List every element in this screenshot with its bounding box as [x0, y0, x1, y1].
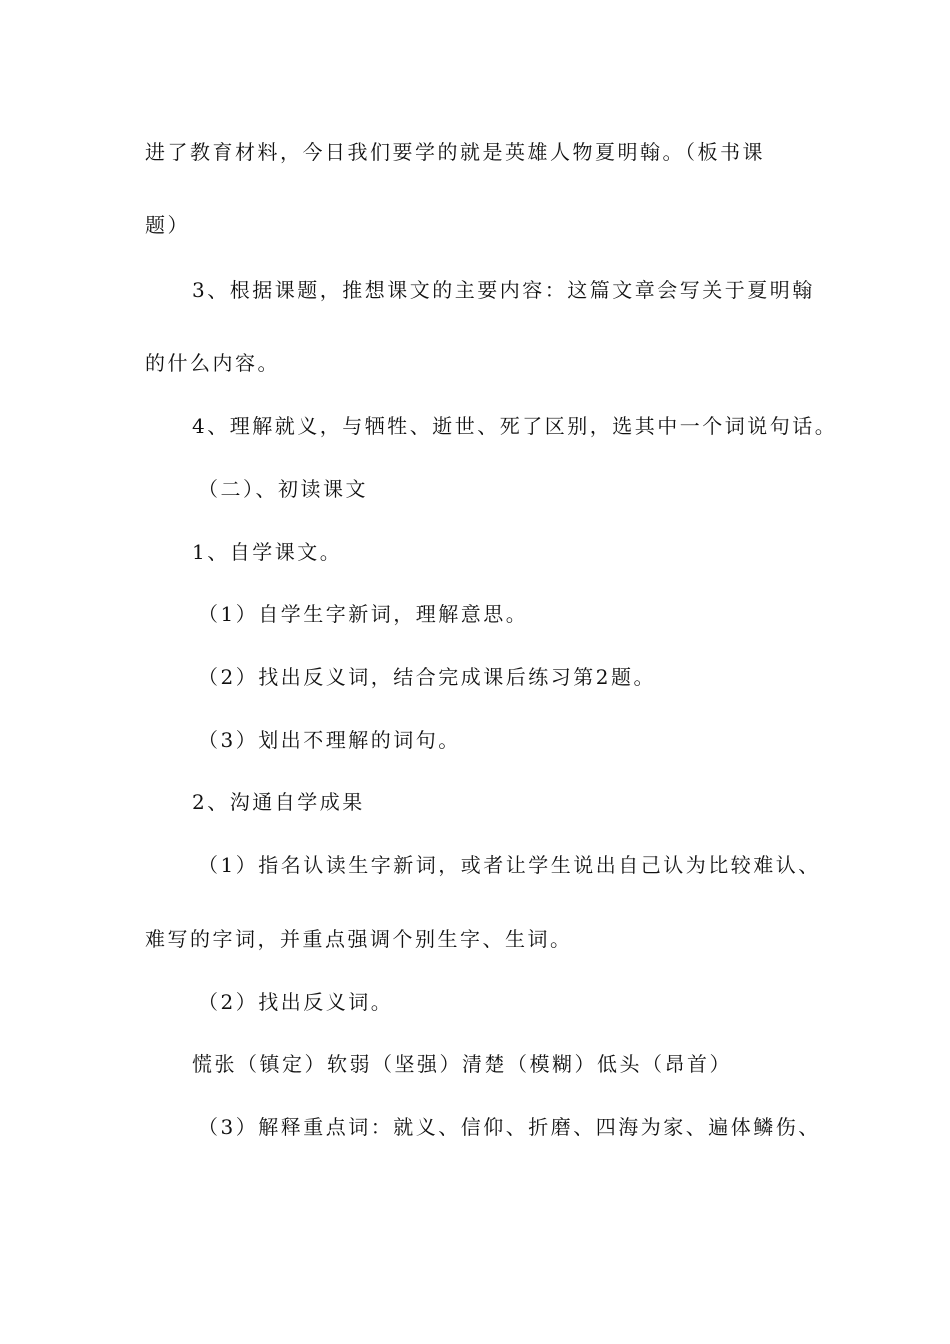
paragraph-line: （1）自学生字新词，理解意思。 — [198, 602, 529, 626]
paragraph-line: 4、理解就义，与牺牲、逝世、死了区别，选其中一个词说句话。 — [192, 414, 838, 438]
paragraph-line: （2）找出反义词，结合完成课后练习第2题。 — [198, 665, 656, 689]
paragraph-line: 题） — [145, 213, 190, 237]
paragraph-line: （1）指名认读生字新词，或者让学生说出自己认为比较难认、 — [198, 853, 821, 877]
paragraph-line: 慌张（镇定）软弱（坚强）清楚（模糊）低头（昂首） — [192, 1052, 732, 1076]
section-heading: （二）、初读课文 — [198, 477, 368, 501]
paragraph-line: 2、沟通自学成果 — [192, 790, 365, 814]
paragraph-line: 难写的字词，并重点强调个别生字、生词。 — [145, 927, 573, 951]
paragraph-line: （3）解释重点词：就义、信仰、折磨、四海为家、遍体鳞伤、 — [198, 1115, 821, 1139]
paragraph-line: 3、根据课题，推想课文的主要内容：这篇文章会写关于夏明翰 — [192, 278, 815, 302]
paragraph-line: （3）划出不理解的词句。 — [198, 728, 461, 752]
paragraph-line: 1、自学课文。 — [192, 540, 343, 564]
paragraph-line: 进了教育材料，今日我们要学的就是英雄人物夏明翰。（板书课 — [145, 140, 765, 164]
paragraph-line: （2）找出反义词。 — [198, 990, 394, 1014]
paragraph-line: 的什么内容。 — [145, 351, 280, 375]
